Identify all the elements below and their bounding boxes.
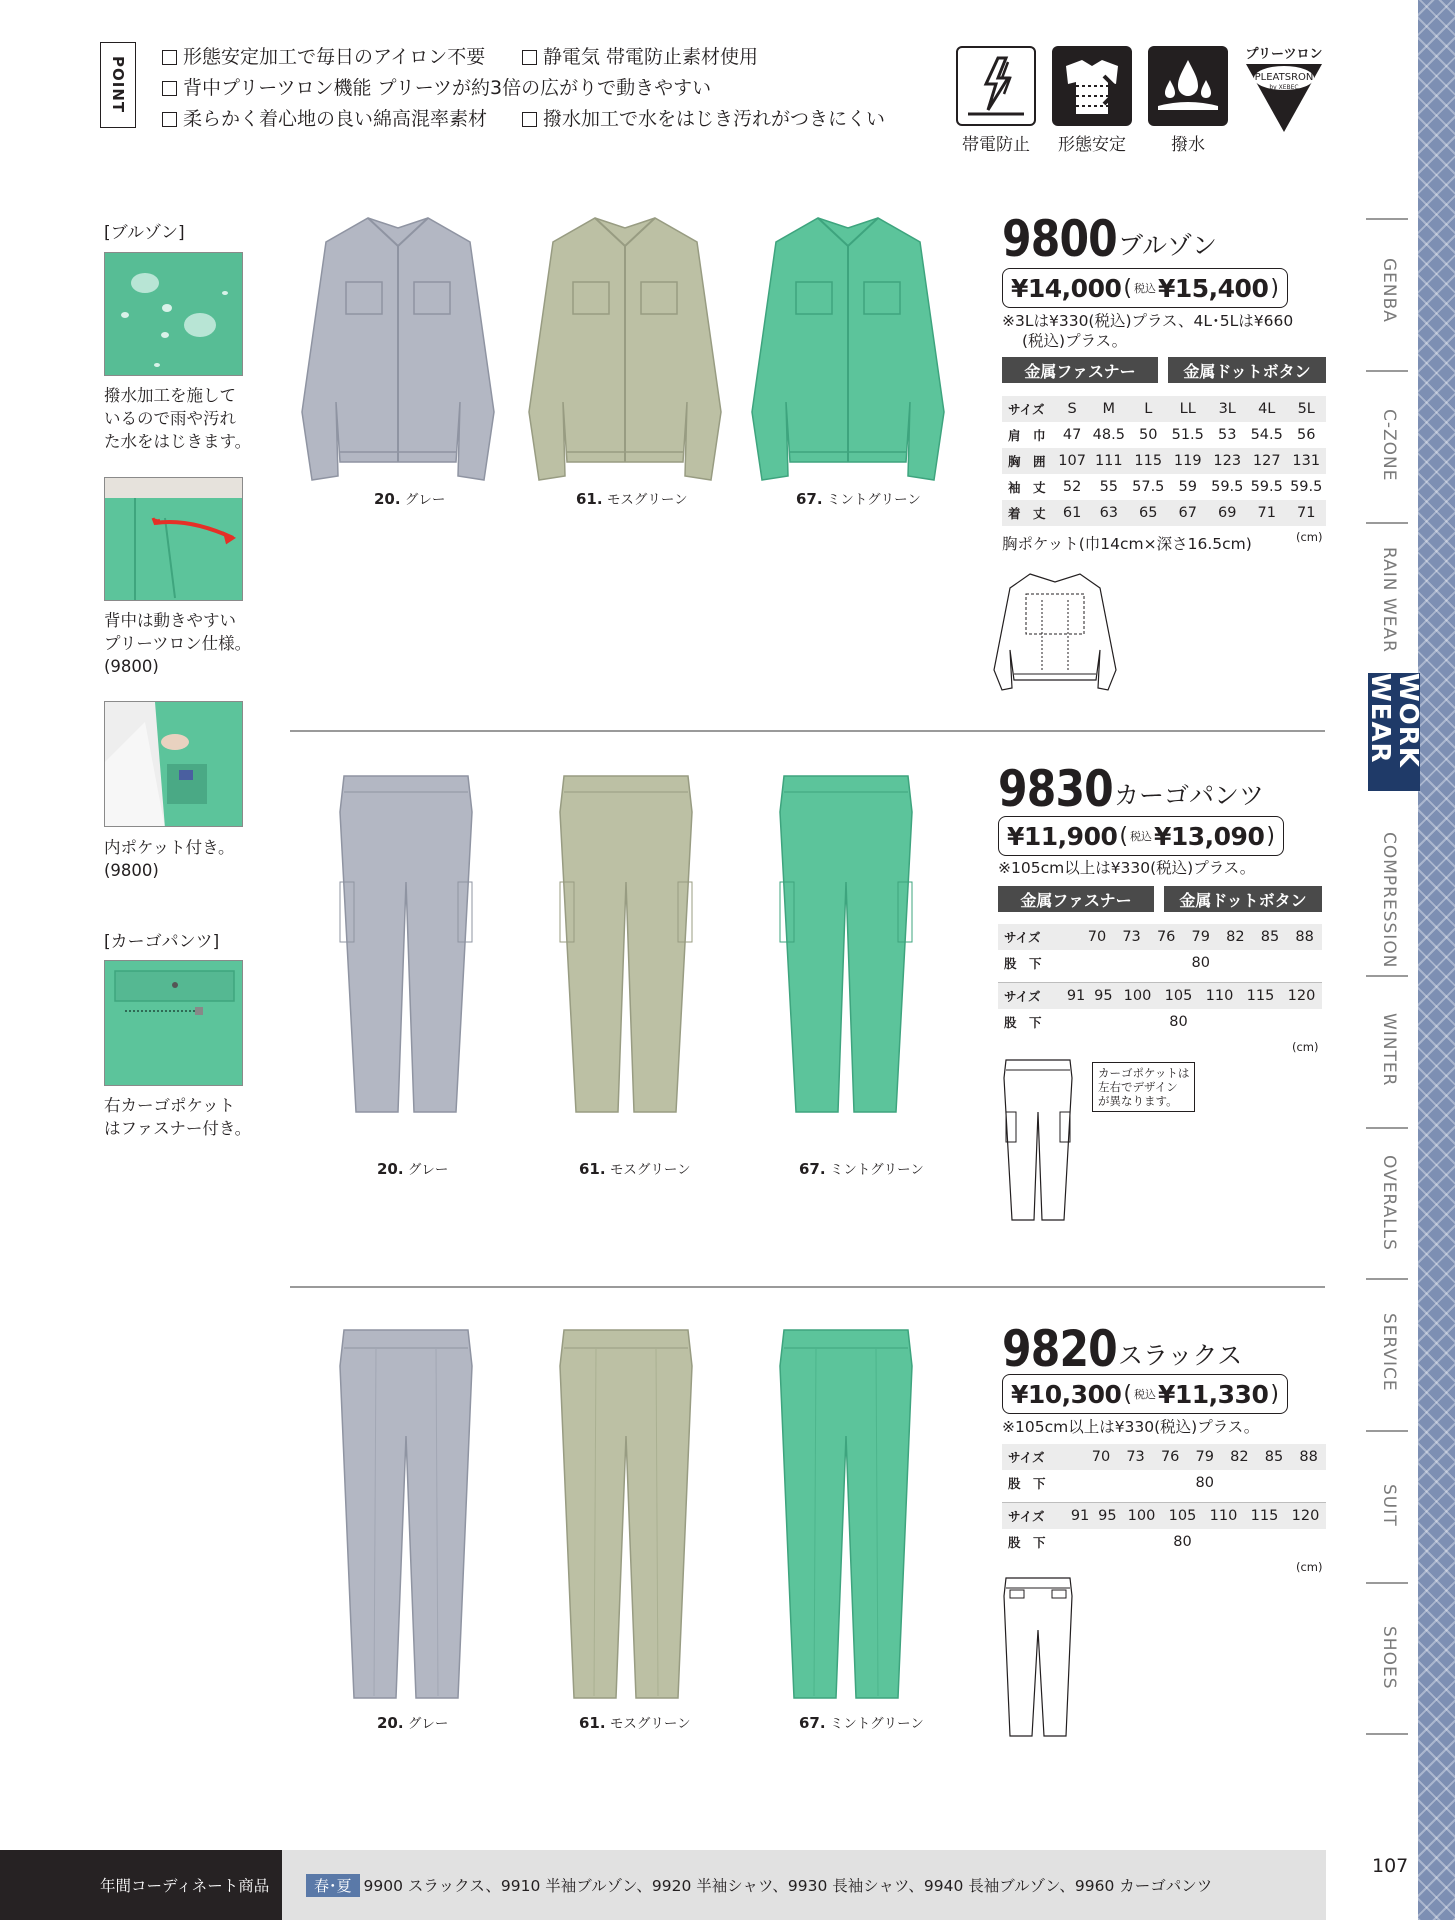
color-caption: 20. グレー: [377, 1160, 449, 1178]
side-divider: [1366, 218, 1408, 220]
section-divider: [290, 1286, 1325, 1288]
feature-tag: 金属ドットボタン: [1168, 357, 1326, 383]
checkbox-icon: [162, 112, 177, 127]
color-caption: 67. ミントグリーン: [796, 490, 921, 508]
price-box-9800: ¥14,000 ( 税込 ¥15,400 ): [1002, 268, 1288, 308]
side-tab-winter[interactable]: WINTER: [1379, 1013, 1399, 1087]
jacket-moss-green: [525, 212, 725, 491]
price-note-9820: ※105cm以上は¥330(税込)プラス。: [1002, 1418, 1260, 1436]
checkbox-icon: [162, 50, 177, 65]
pleatsron-logo: [1242, 44, 1326, 134]
side-tab-overalls[interactable]: OVERALLS: [1379, 1155, 1399, 1251]
point-item: 柔らかく着心地の良い綿高混率素材: [162, 104, 522, 135]
side-divider: [1366, 1733, 1408, 1735]
unit-label: (cm): [1292, 1040, 1319, 1054]
cargo-pants-mint-green: [776, 772, 916, 1121]
size-table-9830-b: [998, 982, 1322, 1035]
price-box-9830: ¥11,900 ( 税込 ¥13,090 ): [998, 816, 1284, 856]
cargo-pants-grey: [336, 772, 476, 1121]
side-divider: [1366, 1127, 1408, 1129]
shape-stability-icon: [1052, 46, 1132, 126]
side-tab-work-wear[interactable]: WORK WEAR: [1368, 673, 1420, 791]
table-row: サイズ 70 73 76 79 82 85 88: [1002, 1444, 1326, 1470]
table-row: サイズ S M L LL 3L 4L 5L: [1002, 396, 1326, 422]
table-row: 着 丈 61 63 65 67 69 71 71: [1002, 500, 1326, 526]
table-row: 股 下 80: [1008, 1475, 1214, 1491]
slacks-drawing: [998, 1576, 1078, 1744]
detail-caption-1: 撥水加工を施して いるので雨や汚れ た水をはじきます。: [104, 386, 252, 451]
side-divider: [1366, 522, 1408, 524]
unit-label: (cm): [1296, 1560, 1323, 1574]
point-item: 静電気 帯電防止素材使用: [522, 42, 758, 73]
table-row: 股 下 80: [1008, 1533, 1192, 1550]
cargo-section-label: [カーゴパンツ]: [104, 932, 220, 952]
side-tab-shoes[interactable]: SHOES: [1379, 1626, 1399, 1690]
size-table-9820-b: [1002, 1502, 1326, 1555]
color-caption: 61. モスグリーン: [579, 1714, 691, 1732]
side-tab-compression[interactable]: COMPRESSION: [1379, 831, 1399, 969]
table-row: 股 下 80: [1004, 955, 1210, 971]
antistatic-icon: [956, 46, 1036, 126]
feature-antistatic: 帯電防止: [956, 46, 1036, 155]
footer-coordinate-items: 春･夏 9900 スラックス、9910 半袖ブルゾン、9920 半袖シャツ、9930 長袖シャツ、9940 長袖ブルゾン、9960 カーゴパンツ: [282, 1850, 1326, 1920]
feature-icons: [956, 46, 1244, 155]
table-row: 胸 囲 107 111 115 119 123 127 131: [1002, 448, 1326, 474]
slacks-grey: [336, 1326, 476, 1706]
pocket-note-9800: 胸ポケット(巾14cm×深さ16.5cm): [1002, 535, 1252, 553]
size-table-9820-a: [1002, 1444, 1326, 1496]
feature-tag: 金属ファスナー: [1002, 357, 1158, 383]
jacket-grey: [298, 212, 498, 491]
water-droplets-image: [105, 253, 243, 376]
checkbox-icon: [522, 112, 537, 127]
table-row: サイズ 70 73 76 79 82 85 88: [998, 924, 1322, 950]
inner-pocket-image: [105, 702, 243, 827]
side-divider: [1366, 1430, 1408, 1432]
back-pleat-image: [105, 478, 243, 601]
color-caption: 67. ミントグリーン: [799, 1160, 924, 1178]
side-divider: [1366, 975, 1408, 977]
side-tab-genba[interactable]: GENBA: [1379, 257, 1399, 323]
point-list: [162, 42, 962, 135]
footer-label: 年間コーディネート商品: [0, 1850, 282, 1920]
point-row: [162, 104, 962, 135]
slacks-mint-green: [776, 1326, 916, 1706]
blouson-section-label: [ブルゾン]: [104, 223, 185, 243]
price-note-9800: ※3Lは¥330(税込)プラス、4L･5Lは¥660 (税込)プラス。: [1002, 312, 1294, 350]
side-tab-c-zone[interactable]: C-ZONE: [1379, 408, 1399, 482]
checkbox-icon: [522, 50, 537, 65]
cargo-pants-moss-green: [556, 772, 696, 1121]
detail-caption-3: 内ポケット付き。 (9800): [104, 838, 235, 880]
detail-photo-cargo-pocket: [104, 960, 243, 1086]
side-divider: [1366, 1582, 1408, 1584]
pleatsron-logo-mid: PLEATSRON: [1254, 72, 1314, 83]
price-box-9820: ¥10,300 ( 税込 ¥11,330 ): [1002, 1374, 1288, 1414]
slacks-moss-green: [556, 1326, 696, 1706]
side-pattern: [1418, 0, 1455, 1920]
side-divider: [1366, 370, 1408, 372]
jacket-mint-green: [748, 212, 948, 491]
size-table-9800: [1002, 396, 1326, 526]
checkbox-icon: [162, 81, 177, 96]
table-row: サイズ 91 95 100 105 110 115 120: [1002, 1503, 1326, 1529]
section-divider: [290, 730, 1325, 732]
side-tab-service[interactable]: SERVICE: [1379, 1312, 1399, 1392]
pleatsron-logo-title: プリーツロン: [1245, 47, 1323, 62]
feature-tag: 金属ドットボタン: [1164, 886, 1322, 912]
product-title-9820: 9820 スラックス: [1002, 1320, 1243, 1378]
detail-photo-inner-pocket: [104, 701, 243, 827]
feature-shape-stability: 形態安定: [1052, 46, 1132, 155]
price-note-9830: ※105cm以上は¥330(税込)プラス。: [998, 859, 1256, 877]
side-divider: [1366, 1278, 1408, 1280]
point-item: 形態安定加工で毎日のアイロン不要: [162, 42, 522, 73]
jacket-back-drawing: [990, 570, 1120, 704]
color-caption: 61. モスグリーン: [576, 490, 688, 508]
table-row: 袖 丈 52 55 57.5 59 59.5 59.5 59.5: [1008, 479, 1323, 495]
table-row: 股 下 80: [1004, 1013, 1188, 1030]
point-row: [162, 73, 962, 104]
color-caption: 20. グレー: [377, 1714, 449, 1732]
cargo-pocket-image: [105, 961, 243, 1086]
season-badge: 春･夏: [306, 1874, 360, 1897]
water-repellent-icon: [1148, 46, 1228, 126]
detail-photo-water-repellent: [104, 252, 243, 376]
feature-water-repellent: 撥水: [1148, 46, 1228, 155]
detail-caption-2: 背中は動きやすい プリーツロン仕様。 (9800): [104, 611, 252, 676]
feature-tag: 金属ファスナー: [998, 886, 1154, 912]
color-caption: 20. グレー: [374, 490, 446, 508]
page-number: 107: [1372, 1855, 1409, 1877]
color-caption: 61. モスグリーン: [579, 1160, 691, 1178]
cargo-pants-drawing: [998, 1058, 1078, 1228]
detail-caption-4: 右カーゴポケット はファスナー付き。: [104, 1096, 252, 1138]
cargo-pocket-callout: カーゴポケットは 左右でデザイン が異なります。: [1092, 1062, 1195, 1112]
size-table-9830-a: [998, 924, 1322, 976]
product-title-9800: 9800 ブルゾン: [1002, 210, 1218, 268]
side-tab-rain-wear[interactable]: RAIN WEAR: [1379, 547, 1399, 653]
point-row: [162, 42, 962, 73]
unit-label: (cm): [1296, 530, 1323, 544]
point-label: POINT: [100, 42, 136, 128]
point-item: 撥水加工で水をはじき汚れがつきにくい: [522, 104, 885, 135]
pleatsron-logo-by: by XEBEC: [1269, 84, 1299, 91]
color-caption: 67. ミントグリーン: [799, 1714, 924, 1732]
point-item: 背中プリーツロン機能 プリーツが約3倍の広がりで動きやすい: [162, 73, 711, 104]
product-title-9830: 9830 カーゴパンツ: [998, 760, 1265, 818]
detail-photo-back-pleat: [104, 477, 243, 601]
table-row: 肩 巾 47 48.5 50 51.5 53 54.5 56: [1008, 427, 1316, 443]
table-row: サイズ 91 95 100 105 110 115 120: [998, 983, 1322, 1009]
side-tab-suit[interactable]: SUIT: [1379, 1483, 1399, 1527]
